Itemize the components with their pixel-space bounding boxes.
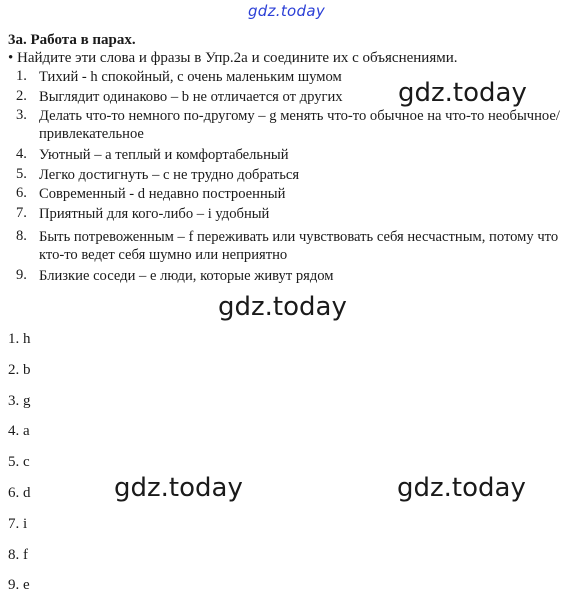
item-text: Уютный – a теплый и комфортабельный bbox=[39, 147, 289, 163]
answer-item: 6. d bbox=[8, 484, 31, 501]
item-number: 2. bbox=[16, 87, 27, 104]
answer-item: 2. b bbox=[8, 361, 31, 378]
answer-item: 3. g bbox=[8, 392, 31, 409]
answer-item: 5. c bbox=[8, 454, 30, 471]
watermark: gdz.today bbox=[218, 292, 347, 322]
item-number: 1. bbox=[16, 68, 27, 84]
exercise-title: 3a. Работа в парах. bbox=[8, 32, 136, 48]
answers-list bbox=[8, 330, 31, 607]
item-text: Выглядит одинаково – b не отличается от других bbox=[39, 88, 343, 105]
item-number: 5. bbox=[16, 165, 27, 182]
item-number: 6. bbox=[16, 185, 27, 201]
watermark: gdz.today bbox=[114, 473, 243, 503]
watermark: gdz.today bbox=[397, 473, 526, 503]
item-text: Приятный для кого-либо – i удобный bbox=[39, 205, 270, 222]
item-text: Легко достигнуть – c не трудно добраться bbox=[39, 166, 300, 183]
watermark-top: gdz.today bbox=[247, 2, 326, 20]
exercise-instruction: • Найдите эти слова и фразы в Упр.2а и соедините их с объяснениями. bbox=[8, 50, 458, 66]
item-number: 9. bbox=[16, 266, 27, 283]
item-text: Делать что-то немного по-другому – g менять что-то обычное на что-то необычное/привлекательное bbox=[39, 108, 560, 142]
item-text: Близкие соседи – e люди, которые живут рядом bbox=[39, 267, 334, 284]
watermark: gdz.today bbox=[398, 78, 527, 108]
list-item bbox=[16, 267, 566, 287]
list-item bbox=[16, 185, 566, 205]
answer-item: 8. f bbox=[8, 546, 28, 563]
list-item bbox=[16, 228, 566, 267]
item-number: 7. bbox=[16, 204, 27, 221]
answer-item: 4. a bbox=[8, 423, 30, 440]
list-item bbox=[16, 205, 566, 228]
item-number: 4. bbox=[16, 146, 27, 162]
item-number: 8. bbox=[16, 227, 27, 244]
list-item bbox=[16, 166, 566, 186]
item-text: Современный - d недавно построенный bbox=[39, 186, 286, 202]
answer-item: 9. e bbox=[8, 577, 30, 594]
answer-item: 7. i bbox=[8, 515, 28, 532]
list-item bbox=[16, 146, 566, 166]
item-text: Быть потревоженным – f переживать или чувствовать себя несчастным, потому что кто-то ведет себя шумно или неприятно bbox=[39, 228, 559, 263]
item-text: Тихий - h спокойный, с очень маленьким шумом bbox=[39, 69, 342, 85]
answer-item: 1. h bbox=[8, 331, 31, 347]
item-number: 3. bbox=[16, 107, 27, 123]
list-item bbox=[16, 107, 566, 146]
